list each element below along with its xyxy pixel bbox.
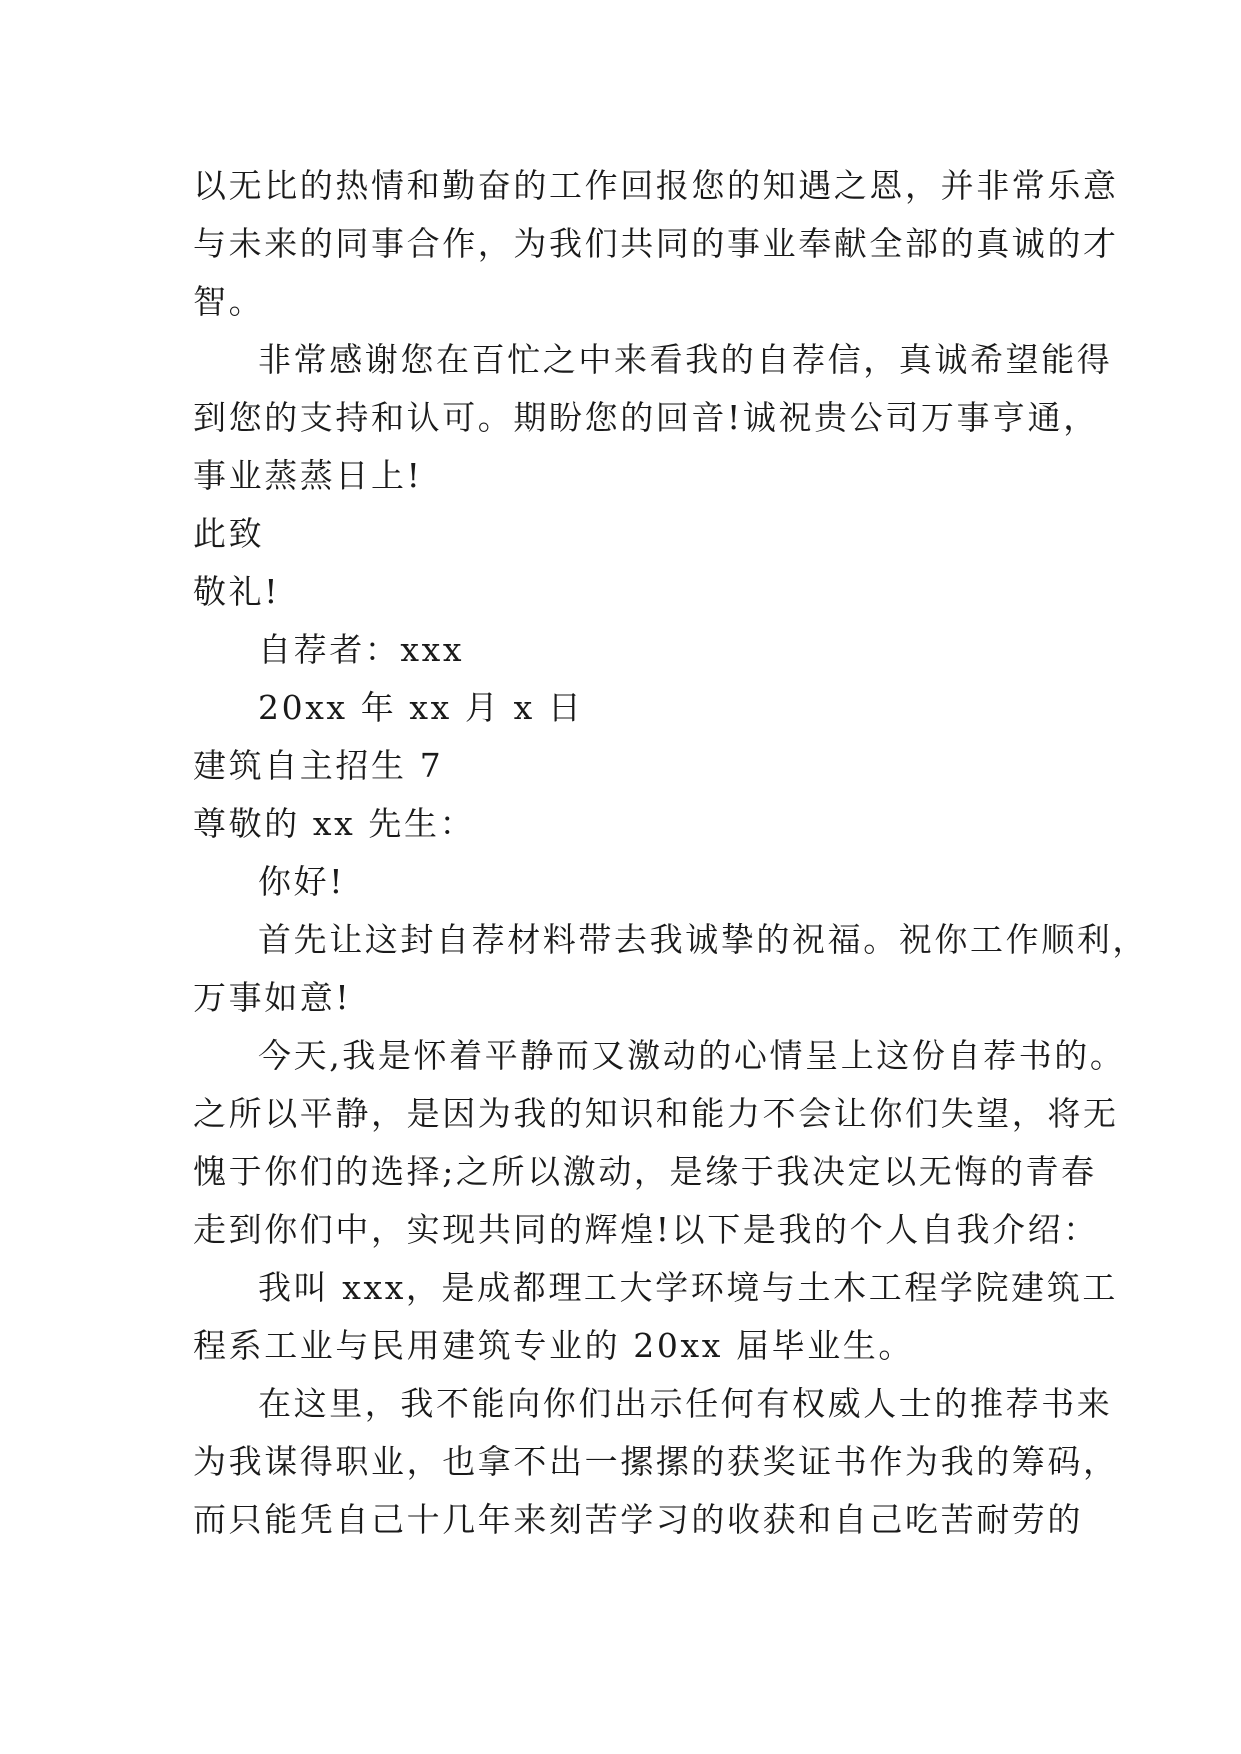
text-line: 以无比的热情和勤奋的工作回报您的知遇之恩，并非常乐意	[193, 166, 1119, 205]
text-line: 愧于你们的选择;之所以激动，是缘于我决定以无悔的青春	[193, 1152, 1097, 1191]
text-line: 在这里，我不能向你们出示任何有权威人士的推荐书来	[258, 1384, 1113, 1423]
text-line: 首先让这封自荐材料带去我诚挚的祝福。祝你工作顺利，	[258, 920, 1148, 959]
text-line: 而只能凭自己十几年来刻苦学习的收获和自己吃苦耐劳的	[193, 1500, 1083, 1539]
text-line: 走到你们中，实现共同的辉煌!以下是我的个人自我介绍：	[193, 1210, 1099, 1249]
signature-line: 自荐者：xxx	[258, 630, 465, 669]
text-line: 非常感谢您在百忙之中来看我的自荐信，真诚希望能得	[258, 340, 1113, 379]
greeting-line: 尊敬的 xx 先生：	[193, 804, 476, 843]
text-line: 我叫 xxx，是成都理工大学环境与土木工程学院建筑工	[258, 1268, 1118, 1307]
text-line: 事业蒸蒸日上!	[193, 456, 423, 495]
text-line: 为我谋得职业，也拿不出一摞摞的获奖证书作为我的筹码，	[193, 1442, 1119, 1481]
text-line: 程系工业与民用建筑专业的 20xx 届毕业生。	[193, 1326, 914, 1365]
text-line: 今天,我是怀着平静而又激动的心情呈上这份自荐书的。	[258, 1036, 1126, 1075]
text-line: 到您的支持和认可。期盼您的回音!诚祝贵公司万事亨通，	[193, 398, 1099, 437]
section-heading: 建筑自主招生 7	[193, 746, 444, 785]
text-line: 你好!	[258, 862, 346, 901]
closing-phrase: 此致	[193, 514, 265, 553]
date-line: 20xx 年 xx 月 x 日	[258, 688, 584, 727]
text-line: 与未来的同事合作，为我们共同的事业奉献全部的真诚的才	[193, 224, 1119, 263]
text-line: 之所以平静，是因为我的知识和能力不会让你们失望，将无	[193, 1094, 1119, 1133]
text-line: 万事如意!	[193, 978, 352, 1017]
salutation-closing: 敬礼!	[193, 572, 281, 611]
text-line: 智。	[193, 282, 265, 321]
